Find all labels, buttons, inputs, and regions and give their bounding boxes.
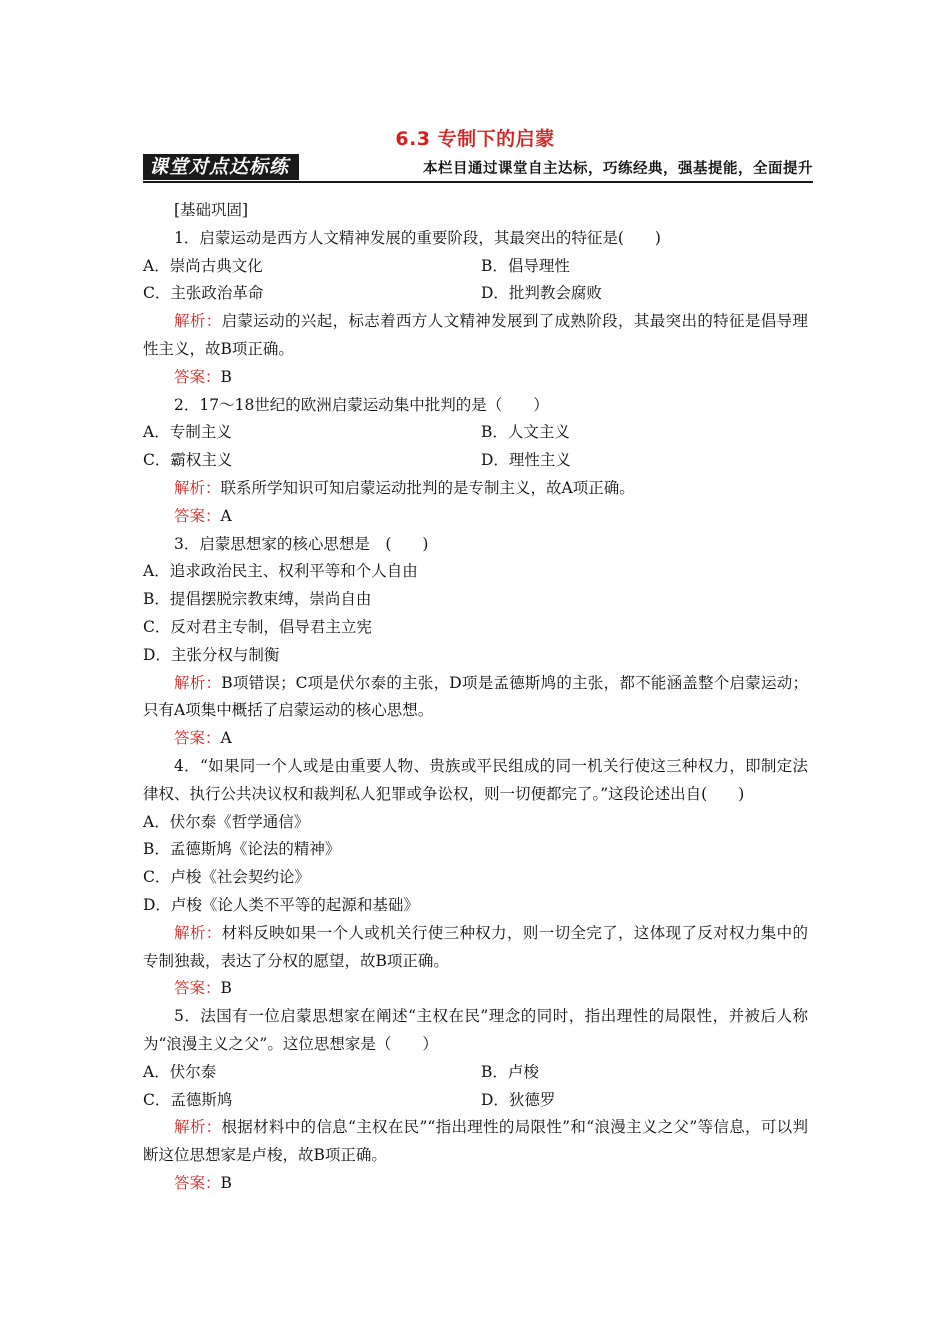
question-5-answer [143, 1170, 808, 1198]
question-3-option-d: D．主张分权与制衡 [143, 645, 280, 664]
question-1-answer-value: B [220, 367, 232, 386]
section-banner [143, 154, 813, 184]
question-3-option-a: A．追求政治民主、权利平等和个人自由 [143, 562, 418, 581]
question-1-stem: 1．启蒙运动是西方人文精神发展的重要阶段，其最突出的特征是( ) [174, 228, 661, 247]
question-1-option-b: B．倡导理性 [481, 256, 570, 275]
question-5-option-b: B．卢梭 [481, 1062, 539, 1081]
question-2-answer [143, 503, 808, 531]
answer-label: 答案： [174, 506, 221, 525]
question-4-analysis-text: 材料反映如果一个人或机关行使三种权力，则一切全完了，这体现了反对权力集中的专制独裁，表达了分权的愿望，故B项正确。 [143, 923, 808, 970]
question-4-option-d: D．卢梭《论人类不平等的起源和基础》 [143, 895, 419, 914]
question-2-option-b: B．人文主义 [481, 423, 570, 442]
question-2-options-row-1 [143, 419, 808, 447]
analysis-label: 解析： [174, 673, 222, 692]
question-1-option-a: A．崇尚古典文化 [143, 256, 263, 275]
question-4-answer [143, 975, 808, 1003]
banner-rule [143, 181, 813, 183]
section-heading: [基础巩固] [174, 201, 249, 219]
question-4-answer-value: B [220, 979, 232, 998]
question-2-options-row-2 [143, 447, 808, 475]
answer-label: 答案： [174, 979, 221, 998]
question-2-option-d: D．理性主义 [481, 451, 571, 470]
question-4-stem: 4．“如果同一个人或是由重要人物、贵族或平民组成的同一机关行使这三种权力，即制定法律权、执行公共决议权和裁判私人犯罪或争讼权，则一切便都完了。”这段论述出自( ) [143, 756, 808, 803]
question-2-analysis-text: 联系所学知识可知启蒙运动批判的是专制主义，故A项正确。 [220, 478, 635, 497]
question-4-option-c: C．卢梭《社会契约论》 [143, 868, 310, 887]
question-4-option-b: B．孟德斯鸠《论法的精神》 [143, 840, 341, 859]
question-3-stem: 3．启蒙思想家的核心思想是 ( ) [174, 534, 429, 553]
question-1-option-d: D．批判教会腐败 [481, 284, 602, 303]
page-title: 6.3 专制下的启蒙 [395, 128, 555, 150]
question-1-analysis [143, 308, 808, 364]
question-1-analysis-text: 启蒙运动的兴起，标志着西方人文精神发展到了成熟阶段，其最突出的特征是倡导理性主义，故B项正确。 [143, 312, 808, 358]
question-5-options-row-2 [143, 1087, 808, 1115]
question-5-option-a: A．伏尔泰 [143, 1062, 217, 1081]
question-2-analysis [143, 475, 808, 503]
question-2-option-a: A．专制主义 [143, 423, 232, 442]
question-5-option-d: D．狄德罗 [481, 1090, 556, 1109]
analysis-label: 解析： [174, 312, 222, 331]
question-2-answer-value: A [220, 506, 232, 525]
answer-label: 答案： [174, 367, 221, 386]
question-3-analysis-text: B项错误；C项是伏尔泰的主张，D项是孟德斯鸠的主张，都不能涵盖整个启蒙运动；只有A项集中概括了启蒙运动的核心思想。 [143, 673, 808, 720]
question-1-options-row-1 [143, 253, 808, 281]
answer-label: 答案： [174, 1173, 221, 1192]
question-3-answer [143, 725, 808, 753]
question-1-options-row-2 [143, 280, 808, 308]
question-2-option-c: C．霸权主义 [143, 451, 233, 470]
question-5-options-row-1 [143, 1059, 808, 1087]
analysis-label: 解析： [174, 1118, 222, 1137]
question-4-analysis [143, 920, 808, 976]
analysis-label: 解析： [174, 923, 222, 942]
question-1-answer [143, 364, 808, 392]
question-3-analysis [143, 670, 808, 726]
question-5-answer-value: B [220, 1173, 232, 1192]
document-body [143, 197, 808, 1198]
question-3-answer-value: A [220, 729, 232, 748]
question-3-option-b: B．提倡摆脱宗教束缚，崇尚自由 [143, 590, 372, 609]
question-5-option-c: C．孟德斯鸠 [143, 1090, 233, 1109]
question-5-analysis [143, 1114, 808, 1170]
banner-badge: 课堂对点达标练 [143, 154, 299, 180]
question-5-analysis-text: 根据材料中的信息“主权在民”“指出理性的局限性”和“浪漫主义之父”等信息，可以判断这位思想家是卢梭，故B项正确。 [143, 1118, 808, 1165]
question-5-stem: 5．法国有一位启蒙思想家在阐述“主权在民”理念的同时，指出理性的局限性，并被后人称为“浪漫主义之父”。这位思想家是（ ） [143, 1007, 808, 1053]
answer-label: 答案： [174, 729, 221, 748]
analysis-label: 解析： [174, 478, 221, 497]
question-1-option-c: C．主张政治革命 [143, 284, 264, 303]
question-3-option-c: C．反对君主专制，倡导君主立宪 [143, 617, 372, 636]
banner-subtitle: 本栏目通过课堂自主达标，巧练经典，强基提能，全面提升 [423, 161, 813, 177]
question-2-stem: 2．17～18世纪的欧洲启蒙运动集中批判的是（ ） [174, 395, 549, 414]
question-4-option-a: A．伏尔泰《哲学通信》 [143, 812, 310, 831]
